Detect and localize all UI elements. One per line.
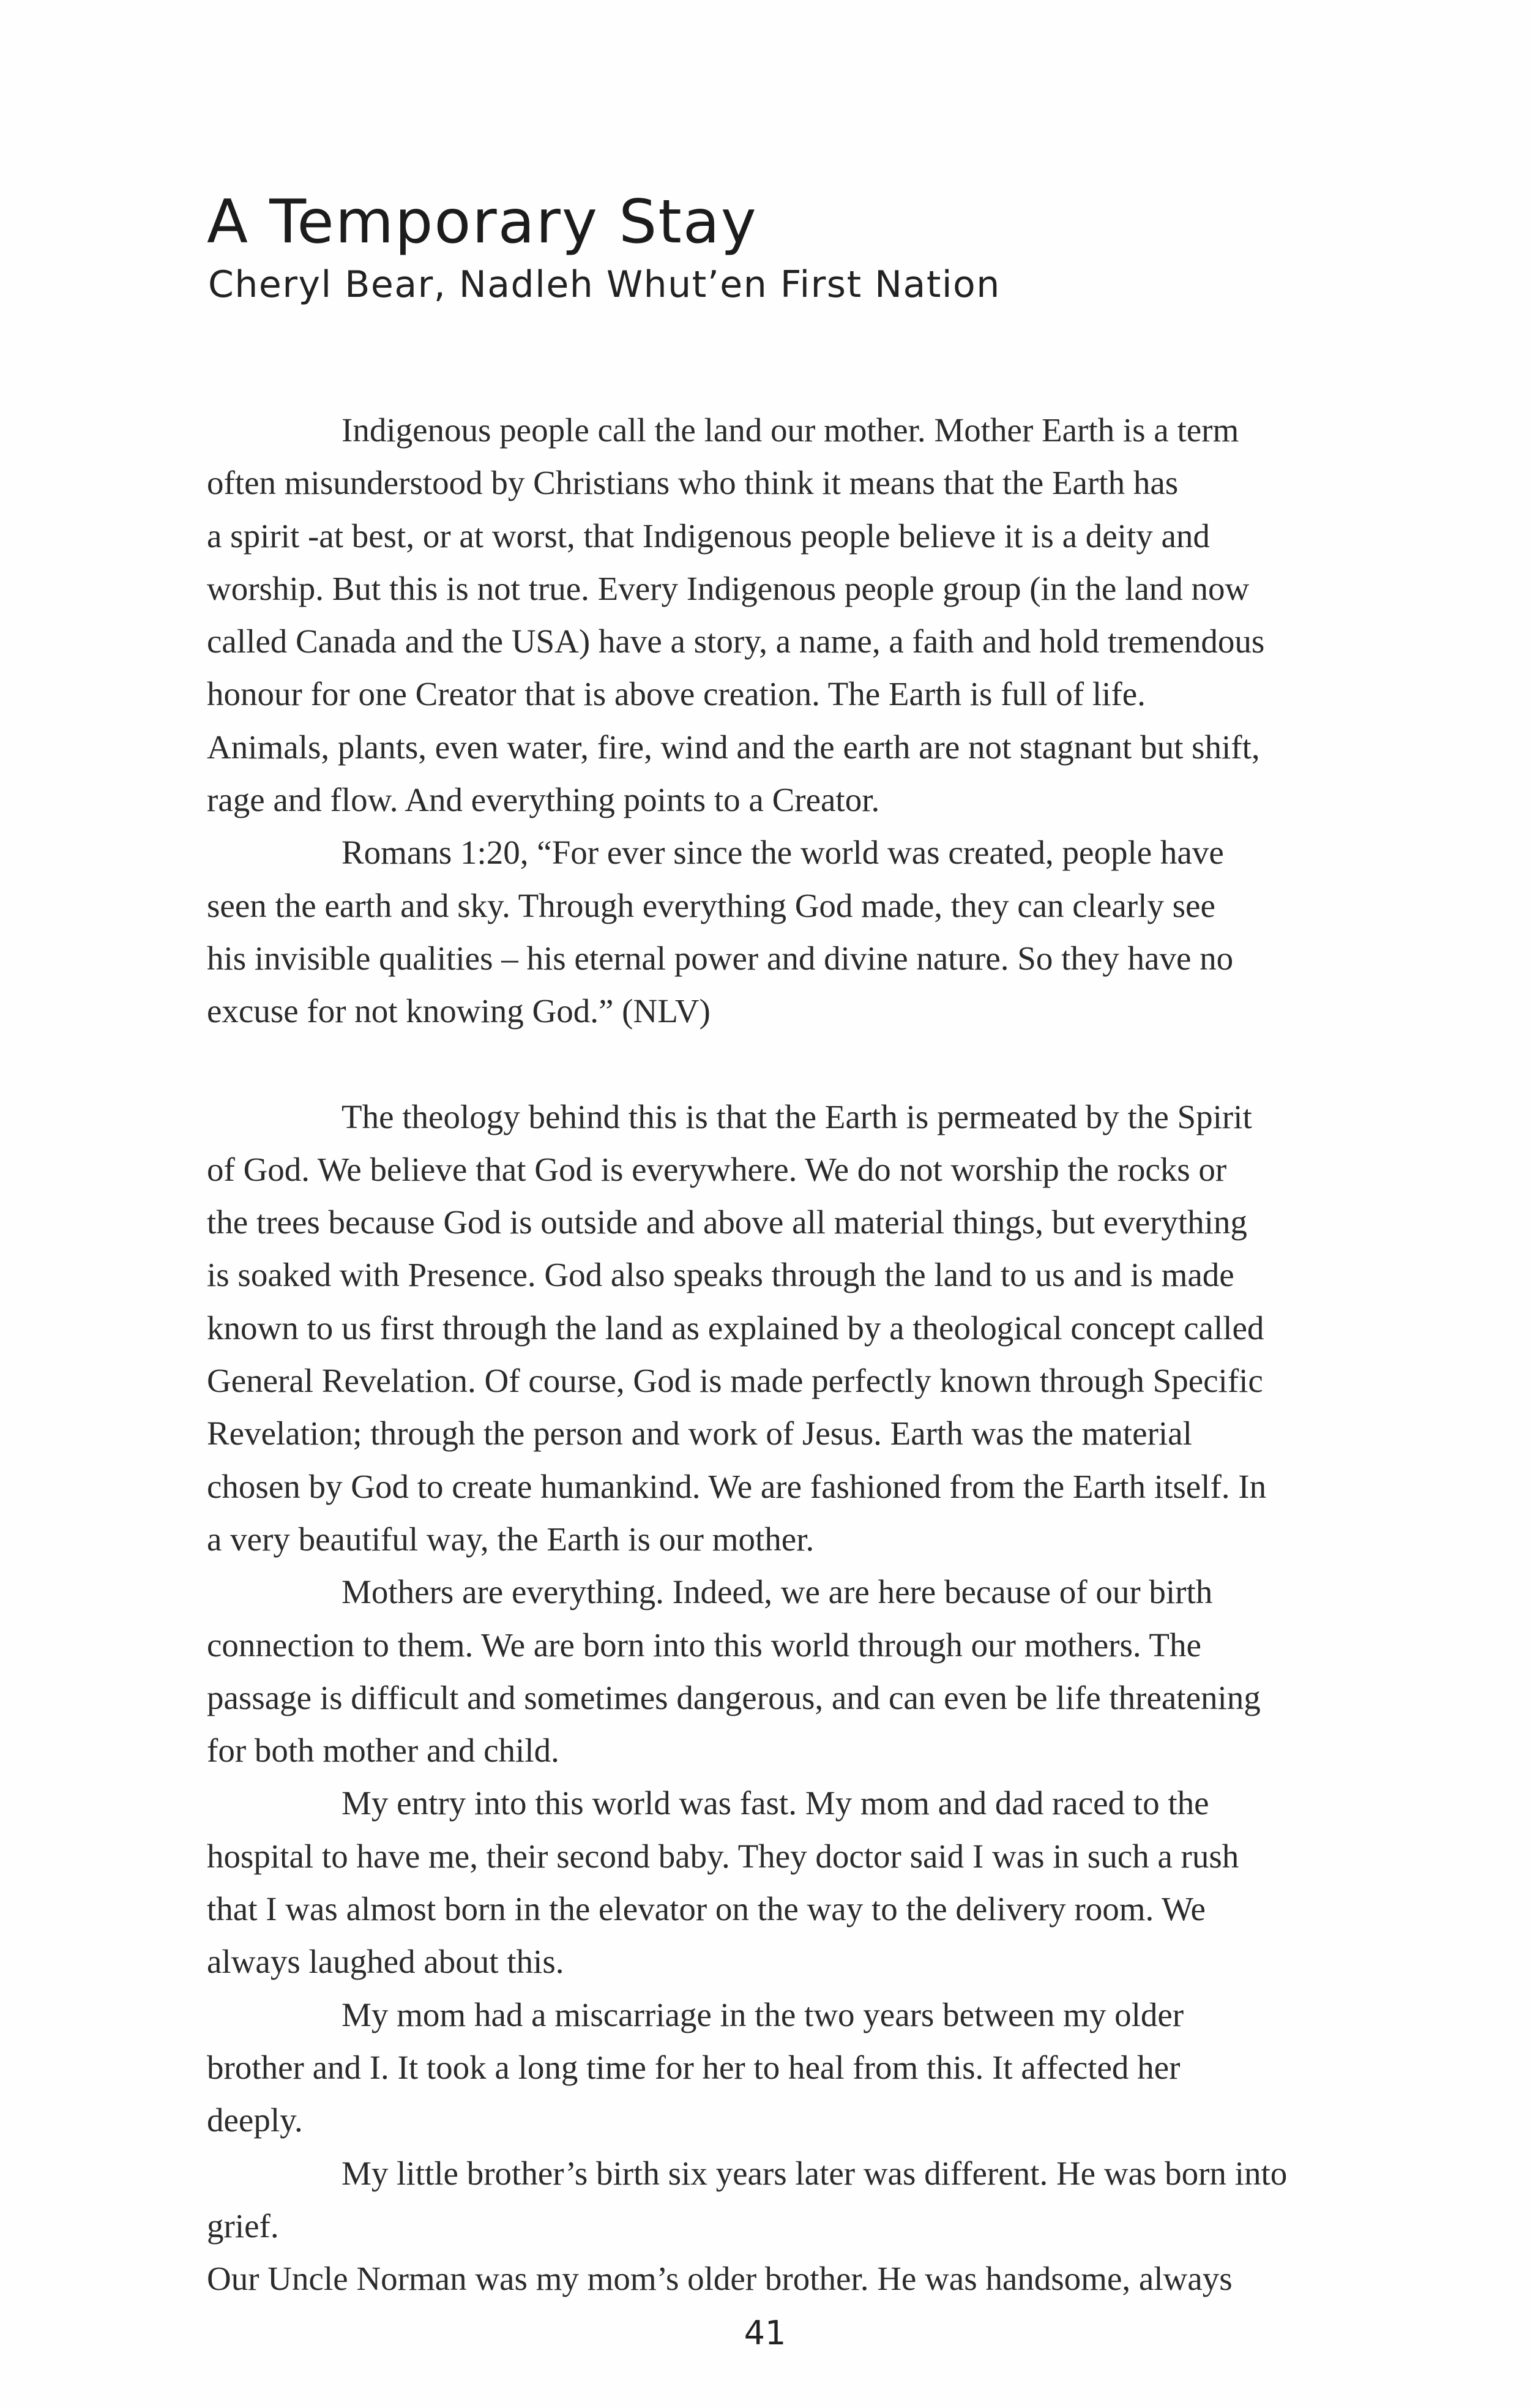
text-line: My mom had a miscarriage in the two years between my older [341,1995,1184,2033]
text-line: for both mother and child. [207,1732,559,1770]
text-line: Our Uncle Norman was my mom’s older brother. He was handsome, always [207,2260,1233,2298]
text-line: often misunderstood by Christians who think it means that the Earth has [207,464,1179,502]
text-line: known to us first through the land as explained by a theological concept called [207,1309,1264,1347]
text-line: his invisible qualities – his eternal power and divine nature. So they have no [207,939,1234,977]
text-line: grief. [207,2207,279,2245]
text-line: connection to them. We are born into this world through our mothers. The [207,1626,1201,1664]
text-line: the trees because God is outside and above all material things, but everything [207,1203,1247,1241]
text-line: always laughed about this. [207,1943,564,1981]
text-line: a very beautiful way, the Earth is our mother. [207,1520,815,1558]
text-line: My little brother’s birth six years later was different. He was born into [341,2154,1288,2192]
text-line: My entry into this world was fast. My mom and dad raced to the [341,1784,1209,1822]
text-line: The theology behind this is that the Earth is permeated by the Spirit [341,1097,1252,1135]
text-line: Indigenous people call the land our mother. Mother Earth is a term [341,411,1239,449]
text-line: worship. But this is not true. Every Indigenous people group (in the land now [207,569,1250,607]
text-line: Romans 1:20, “For ever since the world was created, people have [341,834,1224,872]
page-number: 41 [744,2314,786,2352]
text-line: General Revelation. Of course, God is made perfectly known through Specific [207,1362,1263,1400]
section-break [207,1038,1406,1091]
text-line: called Canada and the USA) have a story, a name, a faith and hold tremendous [207,623,1265,660]
chapter-body [207,404,1406,2305]
text-line: hospital to have me, their second baby. They doctor said I was in such a rush [207,1837,1239,1875]
chapter-author: Cheryl Bear, Nadleh Whut’en First Nation [208,263,1001,306]
text-line: deeply. [207,2101,303,2139]
text-line: a spirit -at best, or at worst, that Indigenous people believe it is a deity and [207,517,1210,555]
text-line: is soaked with Presence. God also speaks through the land to us and is made [207,1256,1234,1294]
text-line: Revelation; through the person and work of Jesus. Earth was the material [207,1415,1192,1453]
text-line: seen the earth and sky. Through everything God made, they can clearly see [207,886,1215,924]
chapter-title: A Temporary Stay [207,187,758,257]
text-line: honour for one Creator that is above creation. The Earth is full of life. [207,675,1146,713]
text-line: passage is difficult and sometimes dangerous, and can even be life threatening [207,1678,1261,1716]
text-line: Animals, plants, even water, fire, wind and the earth are not stagnant but shift, [207,728,1260,766]
text-line: Mothers are everything. Indeed, we are here because of our birth [341,1573,1213,1611]
text-line: excuse for not knowing God.” (NLV) [207,992,711,1030]
text-line: that I was almost born in the elevator on the way to the delivery room. We [207,1890,1206,1928]
text-line: chosen by God to create humankind. We are fashioned from the Earth itself. In [207,1467,1267,1505]
text-line: rage and flow. And everything points to a Creator. [207,781,880,819]
text-line: brother and I. It took a long time for her to heal from this. It affected her [207,2048,1181,2086]
text-line: of God. We believe that God is everywhere. We do not worship the rocks or [207,1150,1227,1188]
